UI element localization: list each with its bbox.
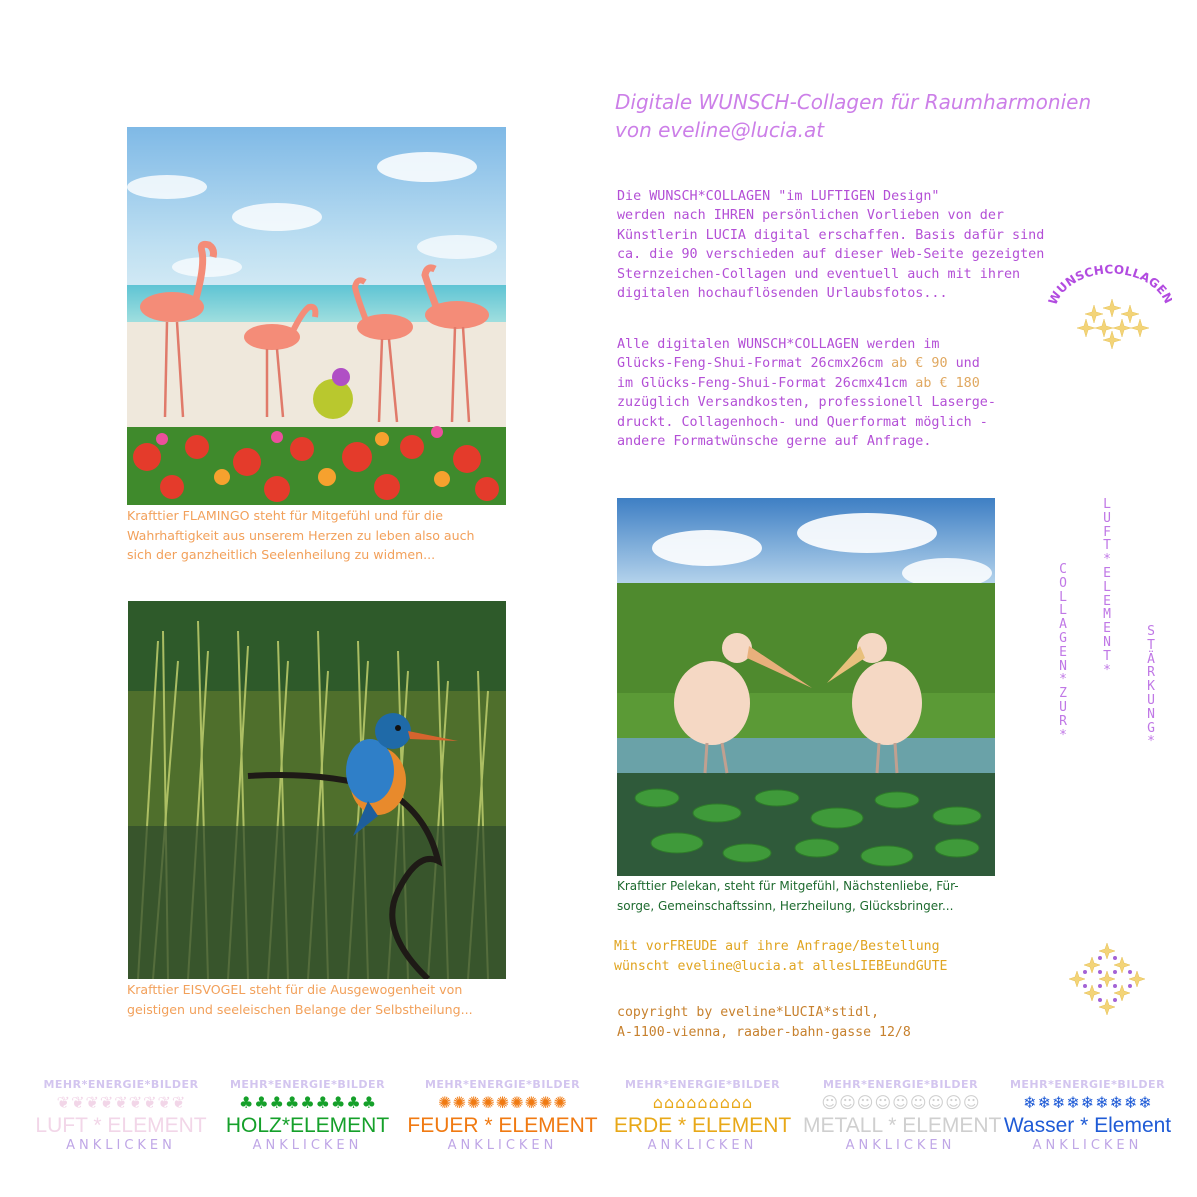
nav-sub-label: ANKLICKEN (447, 1138, 558, 1153)
snowflake-icon: ❄ (1066, 1093, 1080, 1112)
house-icon (605, 1093, 800, 1113)
nav-sub-label: ANKLICKEN (1032, 1138, 1143, 1153)
smiley-icon: ☺ (856, 1093, 874, 1112)
kingfisher-collage-image[interactable] (128, 601, 506, 979)
nav-main-label: HOLZ*ELEMENT (225, 1114, 390, 1137)
intro-paragraph (617, 187, 1047, 303)
nav-sub-label: ANKLICKEN (647, 1138, 758, 1153)
wunschcollagen-logo[interactable] (1048, 262, 1172, 352)
vertical-text-luft-element: L U F T * E L E M E N T * (1103, 497, 1111, 678)
sun-icon: ✺ (495, 1093, 510, 1112)
house-icon: ⌂ (675, 1093, 686, 1112)
smiley-icon: ☺ (821, 1093, 839, 1112)
heart-ornament-icon: ❦ (171, 1093, 186, 1112)
nav-sub-label: ANKLICKEN (66, 1138, 176, 1153)
sun-icon: ✺ (452, 1093, 466, 1112)
tree-icon: ♣ (254, 1093, 269, 1112)
heart-ornament-icon: ❦ (157, 1093, 171, 1112)
nav-top-label: MEHR*ENERGIE*BILDER (229, 1078, 386, 1091)
intro-line: digitalen hochauflösenden Urlaubsfotos... (617, 286, 948, 302)
sun-icon: ✺ (510, 1093, 524, 1112)
snowflake-icon: ❄ (1109, 1093, 1124, 1112)
nav-metall-element[interactable] (803, 1078, 1002, 1155)
smiley-icon: ☺ (839, 1093, 856, 1112)
snowflake-icon: ❄ (1095, 1093, 1109, 1112)
heart-ornament-icon (26, 1093, 216, 1113)
intro-line: Künstlerin LUCIA digital erschaffen. Basis dafür sind (617, 227, 1045, 243)
page-title (615, 88, 1175, 144)
snowflake-icon: ❄ (1023, 1093, 1037, 1112)
intro-line: werden nach IHREN persönlichen Vorlieben von der (617, 208, 1004, 224)
heart-ornament-icon: ❦ (85, 1093, 99, 1112)
svg-text:WUNSCHCOLLAGEN: UNSCHCOLLAGE (1053, 262, 1170, 298)
nav-top-label: MEHR*ENERGIE*BILDER (822, 1078, 979, 1091)
house-icon: ⌂ (730, 1093, 742, 1112)
sun-icon: ✺ (438, 1093, 452, 1112)
nav-erde-element[interactable] (605, 1078, 800, 1155)
house-icon: ⌂ (742, 1093, 753, 1112)
tree-icon: ♣ (269, 1093, 284, 1112)
flamingo-collage-image[interactable] (127, 127, 506, 505)
nav-main-label: LUFT * ELEMENT (35, 1114, 207, 1137)
nav-feuer-element[interactable] (405, 1078, 600, 1155)
snowflake-icon: ❄ (1037, 1093, 1051, 1112)
snowflake-icon: ❄ (1138, 1093, 1152, 1112)
price-large: ab € 180 (915, 375, 980, 391)
heart-ornament-icon: ❦ (114, 1093, 128, 1112)
nav-sub-label: ANKLICKEN (845, 1138, 956, 1153)
nav-holz-element[interactable] (215, 1078, 400, 1155)
pricing-line: druckt. Collagenhoch- und Querformat möglich - (617, 414, 988, 430)
pricing-line: Alle digitalen WUNSCH*COLLAGEN werden im (617, 337, 940, 352)
pricing-line: im Glücks-Feng-Shui-Format 26cmx41cm ab € 180 (617, 375, 980, 391)
heart-ornament-icon: ❦ (99, 1093, 114, 1112)
heart-ornament-icon: ❦ (128, 1093, 143, 1112)
nav-top-label: MEHR*ENERGIE*BILDER (424, 1078, 581, 1091)
vertical-text-collagen-zur: C O L L A G E N * Z U R * (1059, 562, 1067, 743)
title-line-2: von eveline@lucia.at (615, 118, 825, 142)
snowflake-icon (1000, 1093, 1175, 1113)
nav-main-label: Wasser * Element (1003, 1114, 1172, 1137)
intro-line: Sternzeichen-Collagen und eventuell auch mit ihren (617, 266, 1021, 282)
house-icon: ⌂ (708, 1093, 719, 1112)
heart-ornament-icon: ❦ (143, 1093, 157, 1112)
pricing-line: Glücks-Feng-Shui-Format 26cmx26cm ab € 90 und (617, 356, 980, 372)
sun-icon: ✺ (553, 1093, 567, 1112)
smiley-icon: ☺ (962, 1093, 980, 1112)
pelican-caption: Krafttier Pelekan, steht für Mitgefühl, Nächstenliebe, Für- sorge, Gemeinschaftssinn, Herzheilung, Glücksbringer... (617, 879, 959, 913)
intro-line: Die WUNSCH*COLLAGEN "im LUFTIGEN Design" (617, 189, 940, 204)
sun-icon: ✺ (539, 1093, 553, 1112)
pricing-paragraph (617, 335, 1047, 451)
house-icon: ⌂ (719, 1093, 730, 1112)
price-small: ab € 90 (891, 356, 948, 372)
heart-ornament-icon: ❦ (71, 1093, 85, 1112)
sun-icon: ✺ (466, 1093, 481, 1112)
vertical-text-staerkung: S T Ä R K U N G * (1147, 624, 1155, 750)
heart-ornament-icon: ❦ (56, 1093, 71, 1112)
intro-line: ca. die 90 verschieden auf dieser Web-Seite gezeigten (617, 247, 1045, 263)
pricing-line: andere Formatwünsche gerne auf Anfrage. (617, 434, 932, 450)
nav-top-label: MEHR*ENERGIE*BILDER (624, 1078, 781, 1091)
nav-main-label: FEUER * ELEMENT (407, 1114, 598, 1137)
house-icon: ⌂ (686, 1093, 697, 1112)
smiley-icon: ☺ (927, 1093, 945, 1112)
house-icon: ⌂ (663, 1093, 675, 1112)
snowflake-icon: ❄ (1124, 1093, 1138, 1112)
tree-icon: ♣ (315, 1093, 331, 1112)
nav-sub-label: ANKLICKEN (252, 1138, 363, 1153)
closing-message: Mit vorFREUDE auf ihre Anfrage/Bestellung wünscht eveline@lucia.at allesLIEBEundGUTE (614, 939, 948, 974)
nav-luft-element[interactable] (26, 1078, 216, 1155)
pricing-line: zuzüglich Versandkosten, professionell Laserge- (617, 395, 996, 411)
snowflake-icon: ❄ (1051, 1093, 1066, 1112)
smiley-icon: ☺ (892, 1093, 909, 1112)
smiley-icon: ☺ (874, 1093, 892, 1112)
smiley-icon (803, 1093, 998, 1113)
kingfisher-caption: Krafttier EISVOGEL steht für die Ausgewogenheit von geistigen und seeleischen Belange der Selbstheilung... (127, 982, 473, 1017)
tree-icon: ♣ (238, 1093, 254, 1112)
copyright-block: copyright by eveline*LUCIA*stidl, A-1100-vienna, raaber-bahn-gasse 12/8 (617, 1005, 911, 1040)
house-icon: ⌂ (697, 1093, 708, 1112)
title-line-1: Digitale WUNSCH-Collagen für Raumharmonien (615, 90, 1092, 114)
star-lattice-decoration (1058, 943, 1156, 1015)
smiley-icon: ☺ (945, 1093, 962, 1112)
nav-wasser-element[interactable] (1000, 1078, 1175, 1155)
tree-icon: ♣ (331, 1093, 346, 1112)
sun-icon (405, 1093, 600, 1113)
nav-main-label: ERDE * ELEMENT (613, 1114, 792, 1137)
nav-top-label: MEHR*ENERGIE*BILDER (1009, 1078, 1166, 1091)
tree-icon: ♣ (361, 1093, 377, 1112)
tree-icon: ♣ (284, 1093, 300, 1112)
snowflake-icon: ❄ (1080, 1093, 1095, 1112)
sun-icon: ✺ (481, 1093, 495, 1112)
tree-icon: ♣ (346, 1093, 361, 1112)
tree-icon (215, 1093, 400, 1113)
house-icon: ⌂ (652, 1093, 663, 1112)
flamingo-caption: Krafttier FLAMINGO steht für Mitgefühl und für die Wahrhaftigkeit aus unserem Herzen zu leben also auch sich der ganzheitlich Seelenheilung zu widmen... (127, 508, 475, 562)
pelican-collage-image[interactable] (617, 498, 995, 876)
smiley-icon: ☺ (909, 1093, 927, 1112)
tree-icon: ♣ (300, 1093, 315, 1112)
sun-icon: ✺ (524, 1093, 539, 1112)
nav-top-label: MEHR*ENERGIE*BILDER (43, 1078, 199, 1091)
nav-main-label: METALL * ELEMENT (803, 1114, 1002, 1137)
